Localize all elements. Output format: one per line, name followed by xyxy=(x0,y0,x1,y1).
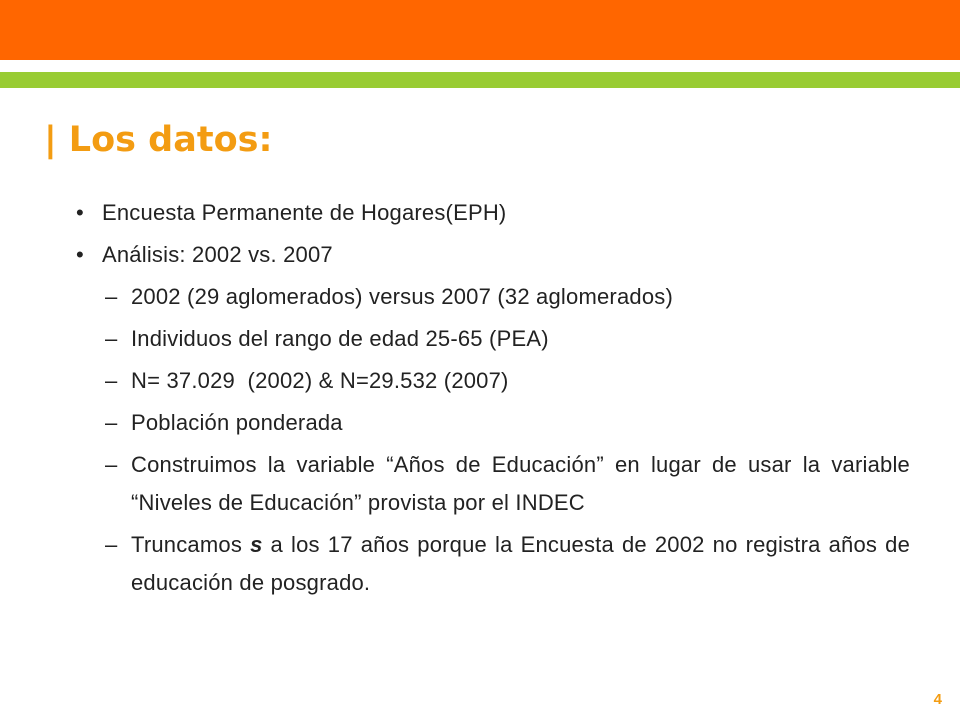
sub-bullet-text: N= 37.029 (2002) & N=29.532 (2007) xyxy=(131,368,509,393)
bullet-item xyxy=(76,236,910,274)
bullet-marker: • xyxy=(76,200,84,225)
dash-marker: – xyxy=(105,410,118,435)
sub-bullet-item xyxy=(76,446,910,522)
bullet-list xyxy=(76,194,910,606)
dash-marker: – xyxy=(105,532,118,557)
dash-marker: – xyxy=(105,326,118,351)
sub-bullet-item xyxy=(76,320,910,358)
sub-bullet-text: Construimos la variable “Años de Educación” en lugar de usar la variable “Niveles de Educación” provista por el INDEC xyxy=(131,452,910,515)
dash-marker: – xyxy=(105,452,118,477)
sub-bullet-text-end: a los 17 años porque la Encuesta de 2002 no registra años de educación de posgrado. xyxy=(131,532,910,595)
sub-bullet-item xyxy=(76,278,910,316)
sub-bullet-text: Población ponderada xyxy=(131,410,343,435)
bullet-text: Encuesta Permanente de Hogares(EPH) xyxy=(102,200,507,225)
slide-title xyxy=(44,116,272,164)
header-orange-band xyxy=(0,0,960,60)
header-green-band xyxy=(0,72,960,88)
title-bar-glyph: | xyxy=(44,120,57,160)
sub-bullet-item xyxy=(76,526,910,602)
sub-bullet-item xyxy=(76,362,910,400)
dash-marker: – xyxy=(105,284,118,309)
dash-marker: – xyxy=(105,368,118,393)
sub-bullet-text: Individuos del rango de edad 25-65 (PEA) xyxy=(131,326,549,351)
variable-symbol: s xyxy=(250,532,263,557)
sub-bullet-text-start: Truncamos xyxy=(131,532,251,557)
bullet-text: Análisis: 2002 vs. 2007 xyxy=(102,242,333,267)
sub-bullet-item xyxy=(76,404,910,442)
title-text: Los datos: xyxy=(68,120,273,160)
bullet-marker: • xyxy=(76,242,84,267)
sub-bullet-text: 2002 (29 aglomerados) versus 2007 (32 aglomerados) xyxy=(131,284,673,309)
page-number: 4 xyxy=(933,691,942,708)
bullet-item xyxy=(76,194,910,232)
